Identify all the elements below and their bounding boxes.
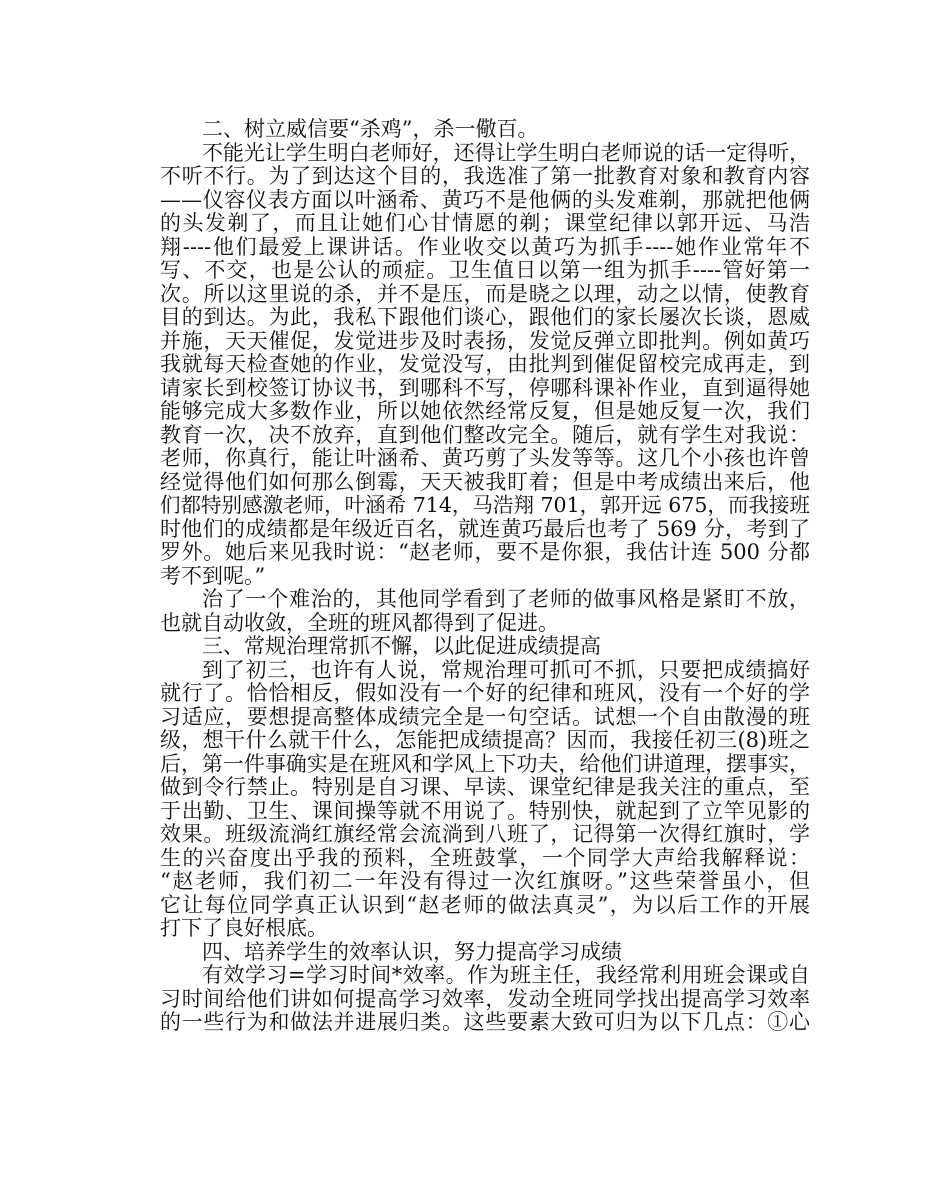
text-line: 罗外。她后来见我时说：“赵老师，要不是你狠，我估计连 500 分都: [160, 540, 810, 564]
text-line: 不听不行。为了到达这个目的，我选准了第一批教育对象和教育内容: [160, 164, 810, 188]
text-line: “赵老师，我们初二一年没有得过一次红旗呀。”这些荣誉虽小，但: [160, 869, 810, 893]
text-line: 我就每天检查她的作业，发觉没写，由批判到催促留校完成再走，到: [160, 352, 810, 376]
text-line: 目的到达。为此，我私下跟他们谈心，跟他们的家长屡次长谈，恩威: [160, 305, 810, 329]
paragraph-first-line: 治了一个难治的，其他同学看到了老师的做事风格是紧盯不放，: [202, 587, 810, 611]
text-line: 级，想干什么就干什么，怎能把成绩提高？因而，我接任初三(8)班之: [160, 728, 810, 752]
text-line: 翔----他们最爱上课讲话。作业收交以黄巧为抓手----她作业常年不: [160, 234, 810, 259]
document-body: [160, 118, 810, 1035]
text-line: 就行了。恰恰相反，假如没有一个好的纪律和班风，没有一个好的学: [160, 681, 810, 705]
text-line: 后，第一件事确实是在班风和学风上下功夫，给他们讲道理，摆事实，: [160, 751, 811, 776]
text-line: 做到令行禁止。特别是自习课、早读、课堂纪律是我关注的重点，至: [160, 775, 810, 799]
paragraph-last-line: 打下了良好根底。: [160, 916, 328, 940]
text-line: 习适应，要想提高整体成绩完全是一句空话。试想一个自由散漫的班: [160, 704, 810, 729]
text-line: 它让每位同学真正认识到“赵老师的做法真灵”，为以后工作的开展: [160, 892, 810, 917]
text-line: ——仪容仪表方面以叶涵希、黄巧不是他俩的头发难剃，那就把他俩: [160, 187, 810, 212]
text-line: 效果。班级流淌红旗经常会流淌到八班了，记得第一次得红旗时，学: [160, 822, 810, 846]
paragraph-first-line: 不能光让学生明白老师好，还得让学生明白老师说的话一定得听，: [202, 140, 811, 165]
section-heading: 四、培养学生的效率认识，努力提高学习成绩: [202, 939, 622, 964]
text-line: 习时间给他们讲如何提高学习效率，发动全班同学找出提高学习效率: [160, 986, 810, 1011]
paragraph-last-line: 考不到呢。”: [160, 563, 266, 588]
text-line: 于出勤、卫生、课间操等就不用说了。特别快，就起到了立竿见影的: [160, 798, 810, 823]
text-line: 生的兴奋度出乎我的预料，全班鼓掌，一个同学大声给我解释说：: [160, 845, 810, 870]
text-line: 的头发剃了，而且让她们心甘情愿的剃；课堂纪律以郭开远、马浩: [160, 211, 810, 235]
text-line: 写、不交，也是公认的顽症。卫生值日以第一组为抓手----管好第一: [160, 258, 810, 282]
paragraph-first-line: 到了初三，也许有人说，常规治理可抓可不抓，只要把成绩搞好: [202, 657, 810, 682]
paragraph-last-line: 也就自动收敛，全班的班风都得到了促进。: [160, 610, 559, 635]
text-line: 请家长到校签订协议书，到哪科不写，停哪科课补作业，直到逼得她: [160, 375, 810, 400]
paragraph-first-line: 有效学习=学习时间*效率。作为班主任，我经常利用班会课或自: [202, 963, 810, 987]
text-line: 教育一次，决不放弃，直到他们整改完全。随后，就有学生对我说：: [160, 422, 810, 447]
text-line: 时他们的成绩都是年级近百名，就连黄巧最后也考了 569 分，考到了: [160, 516, 810, 541]
text-line: 能够完成大多数作业，所以她依然经常反复，但是她反复一次，我们: [160, 399, 810, 423]
text-line: 次。所以这里说的杀，并不是压，而是晓之以理，动之以情，使教育: [160, 281, 810, 306]
section-heading: 二、树立威信要“杀鸡”，杀一儆百。: [202, 117, 539, 141]
text-line: 的一些行为和做法并进展归类。这些要素大致可归为以下几点：①心: [160, 1010, 810, 1034]
text-line: 并施，天天催促，发觉进步及时表扬，发觉反弹立即批判。例如黄巧: [160, 328, 810, 353]
text-line: 老师，你真行，能让叶涵希、黄巧剪了头发等等。这几个小孩也许曾: [160, 446, 810, 470]
text-line: 经觉得他们如何那么倒霉，天天被我盯着；但是中考成绩出来后，他: [160, 469, 810, 494]
section-heading: 三、常规治理常抓不懈，以此促进成绩提高: [202, 634, 601, 658]
text-line: 们都特别感激老师，叶涵希 714，马浩翔 701，郭开远 675，而我接班: [160, 493, 810, 517]
